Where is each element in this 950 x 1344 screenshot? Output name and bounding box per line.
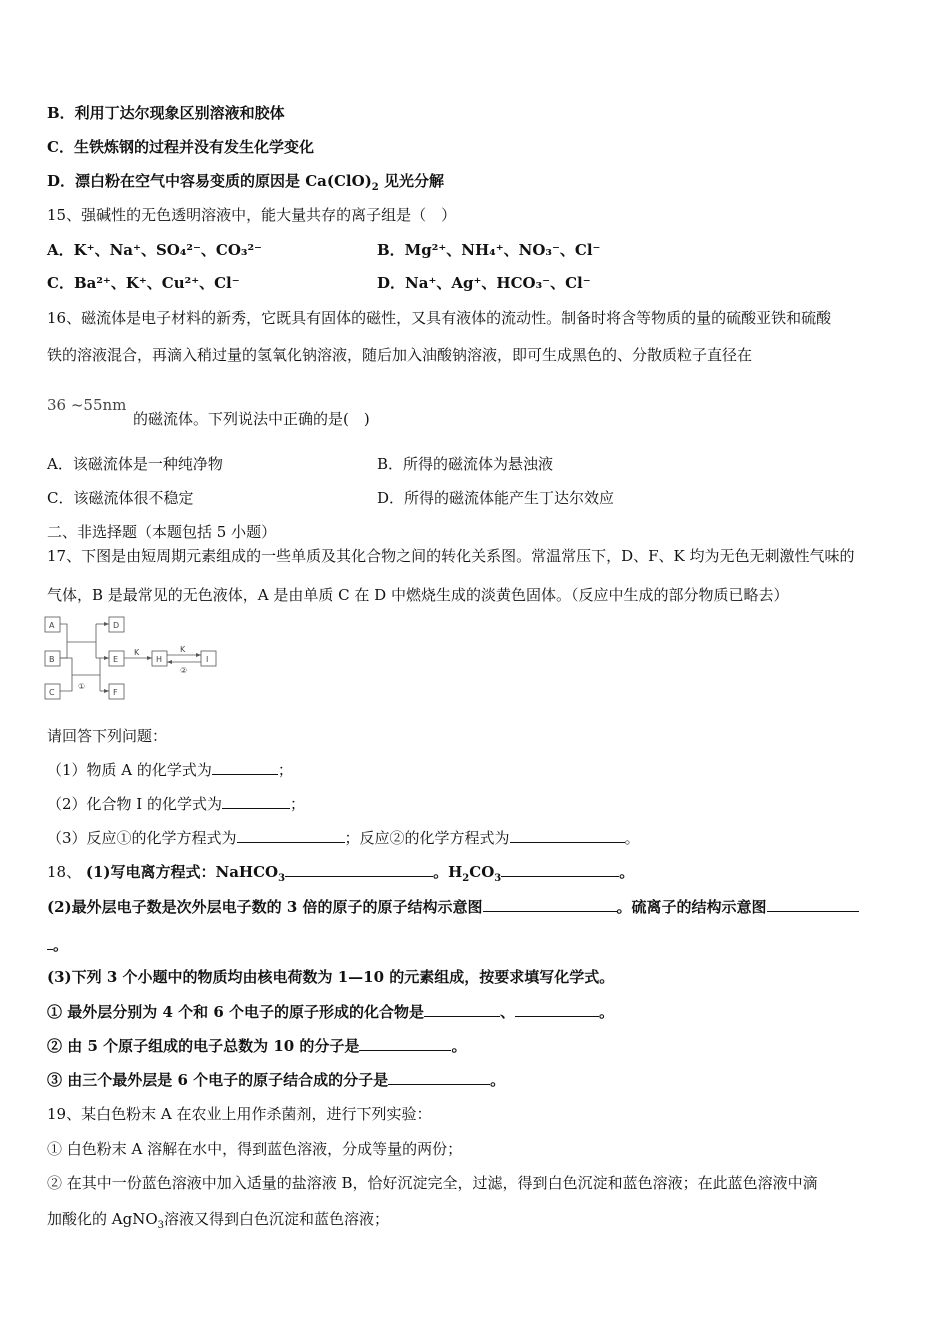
q17-prompt: 请回答下列问题： [47, 727, 168, 745]
q16-option-b: B．所得的磁流体为悬浊液 [377, 455, 554, 473]
label-e: E [113, 655, 119, 664]
conversion-diagram [44, 612, 224, 704]
q17-part2: （2）化合物 I 的化学式为 ； [47, 795, 306, 813]
q15-option-d: D．Na⁺、Ag⁺、HCO₃⁻、Cl⁻ [377, 274, 591, 292]
option-b-prev: B．利用丁达尔现象区别溶液和胶体 [47, 104, 285, 122]
q15-option-b: B．Mg²⁺、NH₄⁺、NO₃⁻、Cl⁻ [377, 241, 601, 259]
label-a: A [49, 621, 55, 630]
q19-step1: ① 白色粉末 A 溶解在水中，得到蓝色溶液，分成等量的两份； [47, 1140, 463, 1158]
answer-blank[interactable] [359, 1036, 451, 1051]
q16-line2: 铁的溶液混合，再滴入稍过量的氢氧化钠溶液，随后加入油酸钠溶液，即可生成黑色的、分散质粒子直径在 [47, 346, 753, 364]
label-h: H [156, 655, 163, 664]
answer-blank[interactable] [501, 862, 619, 877]
q19-stem: 19、某白色粉末 A 在农业上用作杀菌剂，进行下列实验： [47, 1105, 432, 1123]
box-i [201, 651, 216, 666]
q18-part3: (3)下列 3 个小题中的物质均由核电荷数为 1—10 的元素组成，按要求填写化学式。 [47, 968, 615, 986]
label-reaction-1: ① [78, 682, 86, 691]
answer-blank[interactable] [237, 828, 345, 843]
label-k2: K [180, 645, 186, 654]
answer-blank[interactable] [515, 1002, 599, 1017]
q19-step2-cont: 加酸化的 AgNO$_3$溶液又得到白色沉淀和蓝色溶液； [47, 1210, 390, 1231]
q16-range: 36 ~55nm [47, 396, 127, 414]
option-c-prev: C．生铁炼钢的过程并没有发生化学变化 [47, 138, 314, 156]
label-i: I [206, 655, 209, 664]
answer-blank[interactable] [483, 897, 617, 912]
answer-blank[interactable] [285, 862, 433, 877]
label-k1: K [134, 648, 140, 657]
q18-part3-3: ③ 由三个最外层是 6 个电子的原子结合成的分子是 。 [47, 1071, 506, 1089]
label-d: D [113, 621, 120, 630]
label-b: B [49, 655, 55, 664]
q18-part2-cont: 。 [47, 935, 68, 955]
q16-option-c: C．该磁流体很不稳定 [47, 489, 194, 507]
answer-blank[interactable] [767, 897, 859, 912]
q18-part3-1: ① 最外层分别为 4 个和 6 个电子的原子形成的化合物是 、 。 [47, 1003, 615, 1021]
q18-part2: (2)最外层电子数是次外层电子数的 3 倍的原子的原子结构示意图 。硫离子的结构示意图 [47, 897, 859, 917]
q15-option-c: C．Ba²⁺、K⁺、Cu²⁺、Cl⁻ [47, 274, 240, 292]
answer-blank[interactable] [424, 1002, 500, 1017]
q15-option-a: A．K⁺、Na⁺、SO₄²⁻、CO₃²⁻ [47, 241, 262, 259]
q16-line1: 16、磁流体是电子材料的新秀，它既具有固体的磁性，又具有液体的流动性。制备时将含等物质的量的硫酸亚铁和硫酸 [47, 309, 832, 327]
answer-blank[interactable] [212, 760, 278, 775]
answer-blank[interactable] [222, 794, 290, 809]
q16-option-d: D．所得的磁流体能产生丁达尔效应 [377, 489, 615, 507]
q16-option-a: A．该磁流体是一种纯净物 [47, 455, 223, 473]
q17-part1: （1）物质 A 的化学式为 ； [47, 761, 293, 779]
option-d-prev: D．漂白粉在空气中容易变质的原因是 $Ca(ClO)_2$ 见光分解 [47, 172, 444, 193]
q17-line2: 气体，B 是最常见的无色液体，A 是由单质 C 在 D 中燃烧生成的淡黄色固体。（反应中生成的部分物质已略去） [47, 586, 789, 604]
label-c: C [49, 688, 55, 697]
q18-part3-2: ② 由 5 个原子组成的电子总数为 10 的分子是 。 [47, 1037, 467, 1055]
label-f: F [113, 688, 118, 697]
q19-step2: ② 在其中一份蓝色溶液中加入适量的盐溶液 B，恰好沉淀完全，过滤，得到白色沉淀和蓝色溶液；在此蓝色溶液中滴 [47, 1174, 818, 1192]
section-heading: 二、非选择题（本题包括 5 小题） [47, 523, 277, 541]
answer-blank[interactable] [510, 828, 625, 843]
q18-part1: 18、 (1)写电离方程式：NaHCO$_3$ 。$H_2CO_3$ 。 [47, 863, 635, 884]
q17-line1: 17、下图是由短周期元素组成的一些单质及其化合物之间的转化关系图。常温常压下，D、F、K 均为无色无刺激性气味的 [47, 547, 855, 565]
answer-blank[interactable] [388, 1070, 490, 1085]
q17-part3: （3）反应①的化学方程式为 ；反应②的化学方程式为 。 [47, 829, 640, 847]
label-reaction-2: ② [180, 666, 188, 675]
q15-stem: 15、强碱性的无色透明溶液中，能大量共存的离子组是（ ） [47, 206, 457, 224]
q16-line3: 的磁流体。下列说法中正确的是( ) [133, 410, 370, 428]
